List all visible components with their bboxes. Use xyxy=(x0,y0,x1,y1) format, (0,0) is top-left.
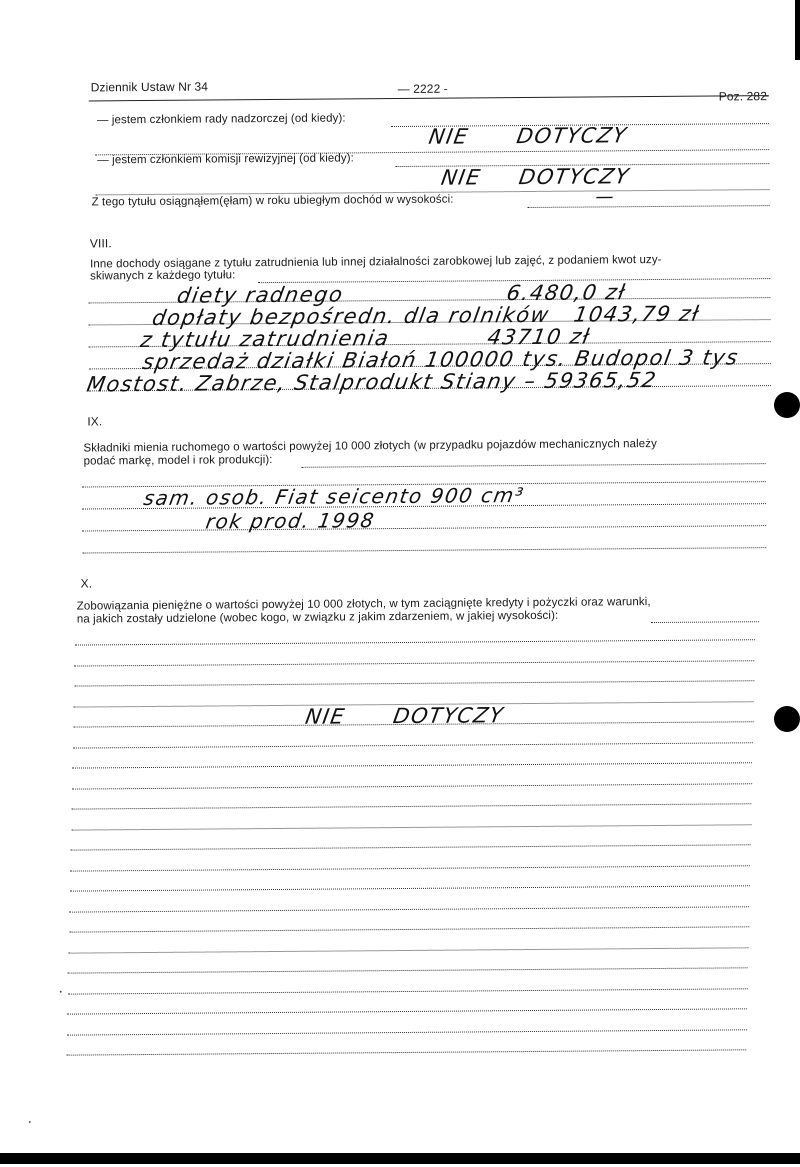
answer-line xyxy=(69,906,749,912)
ruled-lines xyxy=(0,0,800,3)
section-viii-intro: Inne dochody osiągane z tytułu zatrudnienia lub innej działalności zarobkowej lub zajęć, z podaniem kwot uzy- xyxy=(90,253,662,271)
answer-line xyxy=(72,762,752,768)
scan-speck xyxy=(60,991,62,993)
answer-line xyxy=(71,824,751,830)
section-x-intro: Zobowiązania pieniężne o wartości powyżej 10 000 złotych, w tym zaciągnięte kredyty i pożyczki oraz warunki, xyxy=(76,596,651,613)
journal-title: Dziennik Ustaw Nr 34 xyxy=(90,79,209,95)
answer-line xyxy=(69,926,749,932)
answer-line xyxy=(70,885,750,891)
answer-line xyxy=(528,205,770,208)
section-x-heading: X. xyxy=(80,576,93,591)
answer-line xyxy=(302,463,766,468)
other-income-entry: dopłaty bezpośredn. dla rolników 1043,79 zł xyxy=(150,301,702,330)
audit-committee-label: — jestem członkiem komisji rewizyjnej (od kiedy): xyxy=(97,152,354,167)
answer-line xyxy=(71,844,751,850)
scan-edge xyxy=(795,0,800,60)
section-viii-intro: skiwanych z każdego tytułu: xyxy=(90,269,236,283)
section-ix-intro: Składniki mienia ruchomego o wartości powyżej 10 000 złotych (w przypadku pojazdów mechanicznych należy xyxy=(83,437,657,455)
page-number: — 2222 - xyxy=(397,81,448,97)
other-income-entry: Mostost. Zabrze, Stalprodukt Stiany – 59365,52 xyxy=(84,367,659,397)
position-number: Poz. 282 xyxy=(718,89,767,104)
answer-line xyxy=(68,988,748,994)
scan-edge xyxy=(0,1153,800,1164)
answer-line xyxy=(68,967,748,973)
answer-line xyxy=(74,680,754,686)
other-income-entry: sprzedaż działki Białoń 100000 tys. Budopol 3 tys xyxy=(140,345,741,375)
answer-line xyxy=(67,1029,747,1035)
answer-line xyxy=(651,621,759,623)
answer-line xyxy=(72,803,752,809)
answer-line xyxy=(75,639,755,645)
income-label: Z tego tytułu osiągnąłem(ęłam) w roku ubiegłym dochód w wysokości: xyxy=(91,193,454,209)
movable-asset-entry: rok prod. 1998 xyxy=(204,508,377,534)
other-income-entry: diety radnego 6.480,0 zł xyxy=(175,280,628,308)
income-answer: — xyxy=(593,186,617,208)
section-x-intro: na jakich zostały udzielone (wobec kogo, w związku z jakim zdarzeniem, w jakiej wysokości): xyxy=(76,609,559,626)
answer-line xyxy=(66,1049,746,1055)
movable-asset-entry: sam. osob. Fiat seicento 900 cm³ xyxy=(141,483,527,511)
section-ix-heading: IX. xyxy=(87,414,103,429)
answer-line xyxy=(82,547,766,553)
answer-line xyxy=(75,660,755,666)
answer-line xyxy=(68,947,748,953)
audit-committee-answer: NIE DOTYCZY xyxy=(439,164,632,190)
punch-hole xyxy=(774,706,800,732)
section-viii-heading: VIII. xyxy=(89,236,112,251)
other-income-entry: z tytułu zatrudnienia 43710 zł xyxy=(138,324,593,353)
answer-line xyxy=(82,525,766,531)
supervisory-board-label: — jestem członkiem rady nadzorczej (od kiedy): xyxy=(96,112,346,127)
header-rule xyxy=(89,95,769,101)
liabilities-answer: NIE DOTYCZY xyxy=(303,703,506,729)
answer-line xyxy=(72,783,752,789)
punch-hole xyxy=(774,392,800,418)
answer-line xyxy=(70,865,750,871)
answer-line xyxy=(73,742,753,748)
supervisory-board-answer: NIE DOTYCZY xyxy=(427,123,630,149)
scan-speck xyxy=(29,1121,31,1123)
answer-line xyxy=(67,1008,747,1014)
section-ix-intro: podać markę, model i rok produkcji): xyxy=(83,454,273,468)
